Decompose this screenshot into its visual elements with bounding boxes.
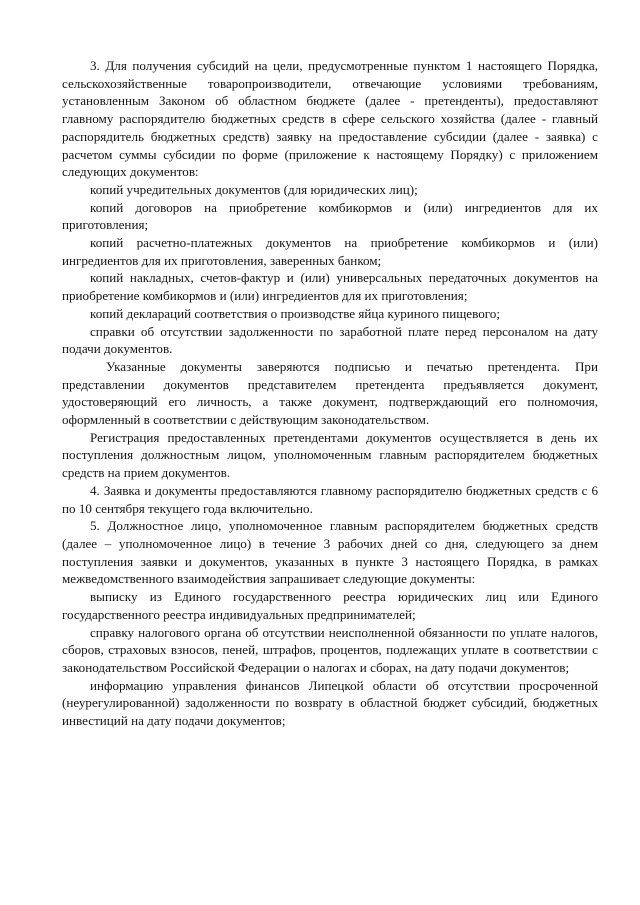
paragraph-registration: Регистрация предоставленных претендентами документов осуществляется в день их поступления должностным лицом, уполномоченным главным распорядителем бюджетных средств на прием документов. <box>62 429 598 481</box>
list-item-invoices: копий накладных, счетов-фактур и (или) универсальных передаточных документов на приобретение комбикормов и (или) ингредиентов для их приготовления; <box>62 270 598 304</box>
list-item-contracts: копий договоров на приобретение комбикормов и (или) ингредиентов для их приготовления; <box>62 199 598 233</box>
list-item-registry-extract: выписку из Единого государственного реестра юридических лиц или Единого государственного реестра индивидуальных предпринимателей; <box>62 589 598 622</box>
paragraph-certification: Указанные документы заверяются подписью и печатью претендента. При представлении документов представителем претендента предъявляется документ, удостоверяющий его личность, а также документ, подтверждающий его полномочия, оформленный в соответствии с действующим законодательством. <box>62 358 598 428</box>
list-item-finance-info: информацию управления финансов Липецкой области об отсутствии просроченной (неурегулированной) задолженности по возврату в областной бюджет субсидий, бюджетных инвестиций на дату подачи документов; <box>62 677 598 729</box>
paragraph-item-5: 5. Должностное лицо, уполномоченное главным распорядителем бюджетных средств (далее – уполномоченное лицо) в течение 3 рабочих дней со дня, следующего за днем поступления заявки и документов, указанных в пункте 3 настоящего Порядка, в рамках межведомственного взаимодействия запрашивает следующие документы: <box>62 518 598 587</box>
paragraph-item-4: 4. Заявка и документы предоставляются главному распорядителю бюджетных средств с 6 по 10 сентября текущего года включительно. <box>62 482 598 516</box>
list-item-salary-certificate: справки об отсутствии задолженности по заработной плате перед персоналом на дату подачи документов. <box>62 323 598 357</box>
paragraph-item-3: 3. Для получения субсидий на цели, предусмотренные пунктом 1 настоящего Порядка, сельскохозяйственные товаропроизводители, отвечающие условиями требованиям, установленным Законом об областном бюджете (далее - претенденты), предоставляют главному распорядителю бюджетных средств в сфере сельского хозяйства (далее - главный распорядитель бюджетных средств) заявку на предоставление субсидии (далее - заявка) с расчетом суммы субсидии по форме (приложение к настоящему Порядку) с приложением следующих документов: <box>62 58 598 180</box>
list-item-tax-certificate: справку налогового органа об отсутствии неисполненной обязанности по уплате налогов, сборов, страховых взносов, пеней, штрафов, процентов, подлежащих уплате в соответствии с законодательством Российской Федерации о налогах и сборах, на дату подачи документов; <box>62 624 598 675</box>
list-item-payment-docs: копий расчетно-платежных документов на приобретение комбикормов и (или) ингредиентов для их приготовления, заверенных банком; <box>62 235 598 268</box>
document-body <box>62 57 598 730</box>
list-item-constituent-docs: копий учредительных документов (для юридических лиц); <box>90 181 418 197</box>
list-item-declarations: копий деклараций соответствия о производстве яйца куриного пищевого; <box>90 305 500 321</box>
